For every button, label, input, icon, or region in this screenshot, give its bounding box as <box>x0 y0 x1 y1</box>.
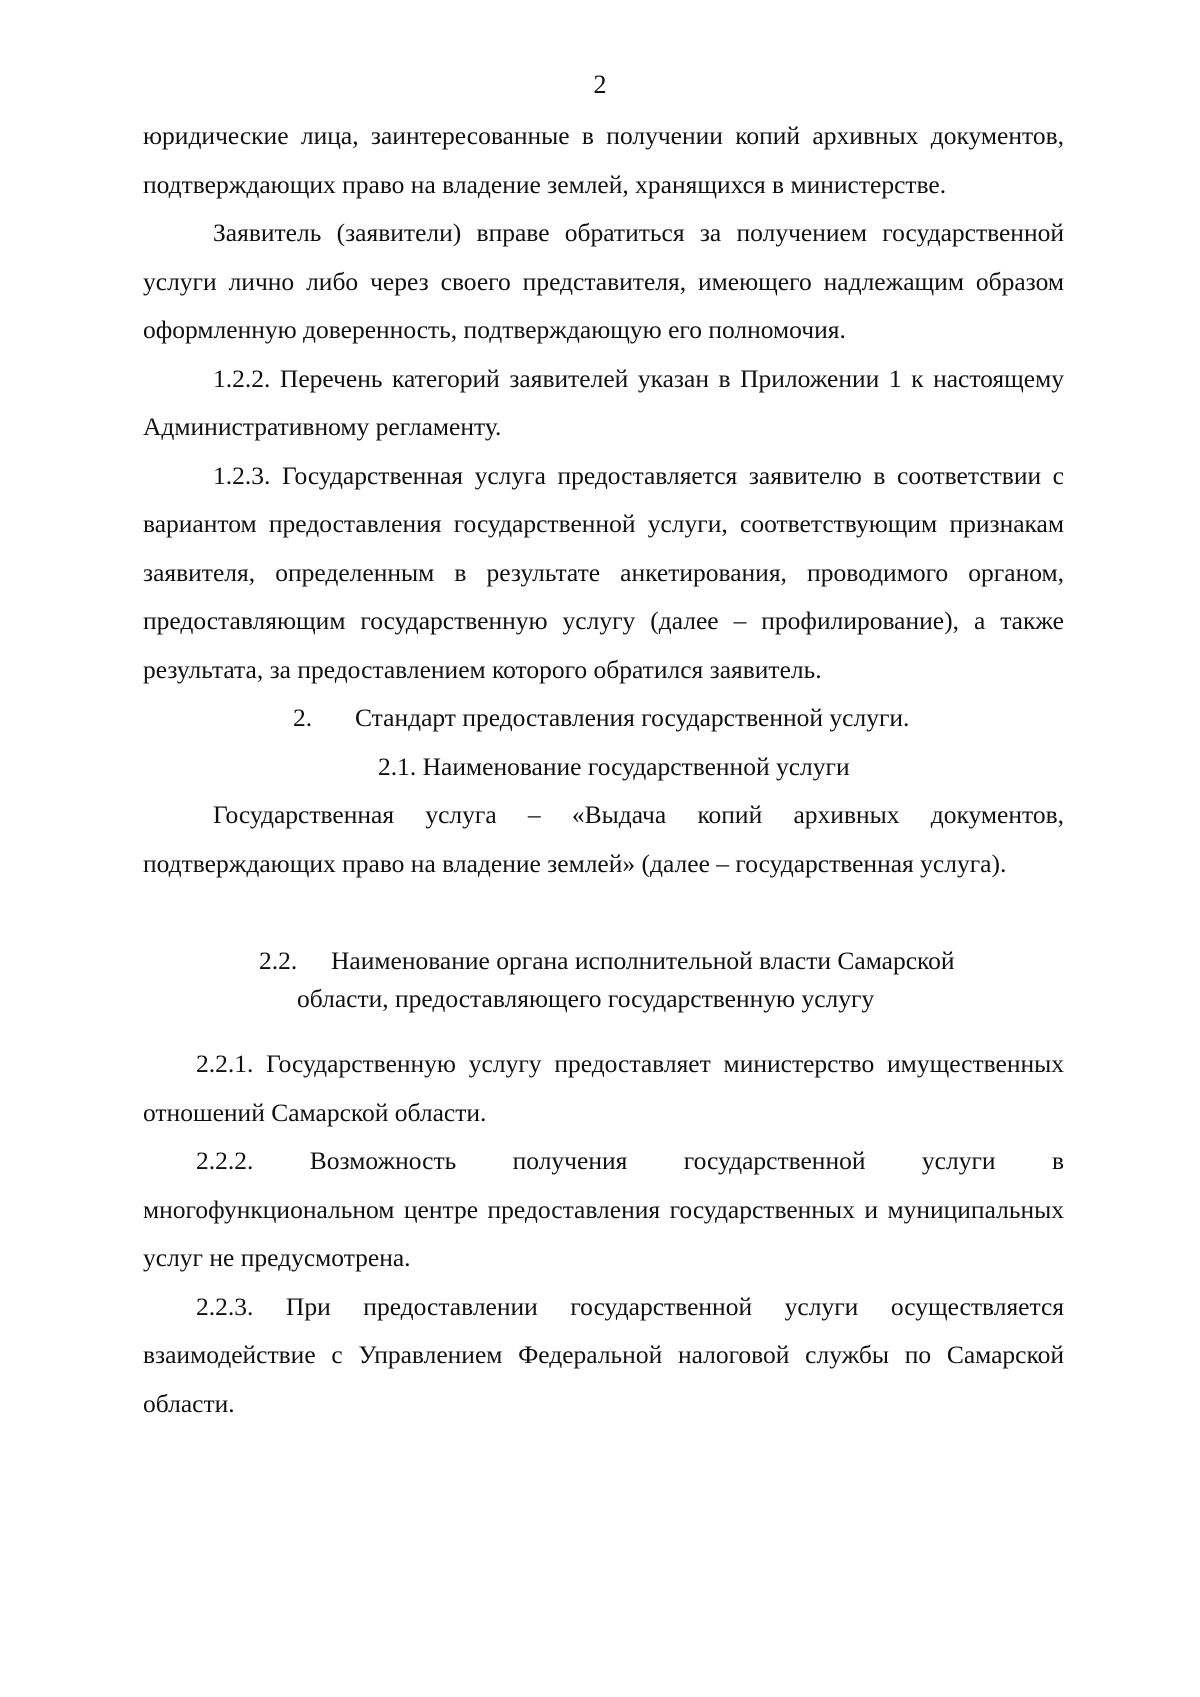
section-2-title: Стандарт предоставления государственной услуги. <box>355 703 910 732</box>
paragraph-representative: Заявитель (заявители) вправе обратиться за получением государственной услуги лично либо через своего представителя, имеющего надлежащим образом оформленную доверенность, подтверждающую его полномочия. <box>143 218 1064 344</box>
section-2-2-title-line2: области, предоставляющего государственную услугу <box>297 984 875 1013</box>
paragraph-2-2-3: 2.2.3. При предоставлении государственной услуги осуществляется взаимодействие с Управлением Федеральной налоговой службы по Самарской области. <box>143 1291 1064 1418</box>
section-2-2-number: 2.2. <box>259 946 298 975</box>
document-body <box>143 112 1064 1428</box>
section-2-2-heading <box>143 936 1064 1040</box>
paragraph-1-2-3: 1.2.3. Государственная услуга предоставляется заявителю в соответствии с вариантом предоставления государственной услуги, соответствующим признакам заявителя, определенным в результате анкетирования, проводимого органом, предоставляющим государственную услугу (далее – профилирование), а также результата, за предоставлением которого обратился заявитель. <box>143 460 1064 684</box>
page-number: 2 <box>593 70 607 99</box>
paragraph-1-2-2: 1.2.2. Перечень категорий заявителей указан в Приложении 1 к настоящему Административному регламенту. <box>143 363 1064 441</box>
paragraph-2-2-1: 2.2.1. Государственную услугу предоставляет министерство имущественных отношений Самарской области. <box>143 1049 1064 1127</box>
section-2-heading <box>143 694 1064 743</box>
paragraph-service-name: Государственная услуга – «Выдача копий архивных документов, подтверждающих право на владение землей» (далее – государственная услуга). <box>143 800 1064 878</box>
section-2-1-heading: 2.1. Наименование государственной услуги <box>378 751 850 781</box>
paragraph-2-2-2: 2.2.2. Возможность получения государственной услуги в многофункциональном центре предоставления государственных и муниципальных услуг не предусмотрена. <box>143 1146 1064 1272</box>
section-2-2-title-line1: Наименование органа исполнительной власти Самарской <box>331 946 955 975</box>
section-spacer <box>143 888 1064 936</box>
section-2-number: 2. <box>293 703 313 732</box>
paragraph-applicants: юридические лица, заинтересованные в получении копий архивных документов, подтверждающих право на владение землей, хранящихся в министерстве. <box>143 121 1064 199</box>
